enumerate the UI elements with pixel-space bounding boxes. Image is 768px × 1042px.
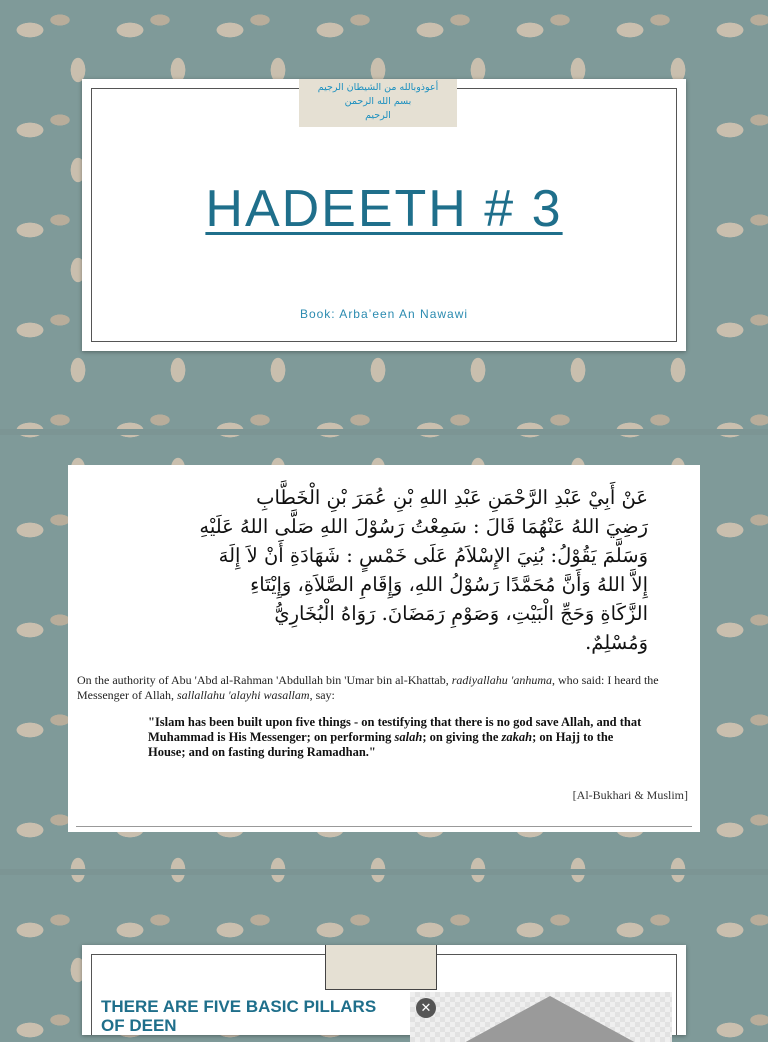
intro-text: , who said: I heard the Messenger of Allah, [77,673,659,702]
book-subtitle: Book: Arba’een An Nawawi [299,307,469,321]
pillars-heading: THERE ARE FIVE BASIC PILLARS OF DEEN [101,997,377,1035]
arabic-line: وَسَلَّمَ يَقُوْلُ: بُنِيَ الإِسْلاَمُ عَلَى خَمْسٍ : شَهَادَةِ أَنْ لاَ إِلَهَ [218,544,648,567]
arabic-line: عَنْ أَبِيْ عَبْدِ الرَّحْمَنِ عَبْدِ اللهِ بْنِ عُمَرَ بْنِ الْخَطَّابِ [256,486,648,509]
quote-text: ; on giving the [422,730,502,744]
arabic-line: الزَّكَاةِ وَحَجِّ الْبَيْتِ، وَصَوْمِ رَمَضَانَ. رَوَاهُ الْبُخَارِيُّ [274,602,648,625]
header-tab [325,945,437,990]
bismillah-line: بسم الله الرحمن [344,96,412,107]
hadith-text-slide [68,465,700,832]
intro-italic: sallallahu 'alayhi wasallam [176,688,310,702]
pyramid-shape [440,996,660,1042]
intro-italic: radiyallahu 'anhuma [451,673,552,687]
arabic-line: رَضِيَ اللهُ عَنْهُمَا قَالَ : سَمِعْتُ رَسُوْلَ اللهِ صَلَّى اللهُ عَلَيْهِ [199,515,648,538]
quote-italic: zakah [501,730,533,744]
slide-bottom-line [76,826,692,827]
slide-divider [0,429,768,435]
title-slide [82,79,686,351]
bismillah-line: الرحيم [365,110,391,121]
intro-text: , say: [309,688,335,702]
quote-text: ; on Hajj to the House; and on fasting during Ramadhan." [148,730,614,759]
arabic-line: وَمُسْلِمٌ. [585,631,648,654]
arabic-line: إِلاَّ اللهُ وَأَنَّ مُحَمَّدًا رَسُوْلُ اللهِ، وَإِقَامِ الصَّلاَةِ، وَإِيْتَاءِ [250,573,648,596]
pillars-slide [82,945,686,1035]
intro-text: On the authority of Abu 'Abd al-Rahman 'Abdullah bin 'Umar bin al-Khattab, [77,673,452,687]
pyramid-image [410,992,672,1042]
quote-italic: salah [394,730,423,744]
slide-title: HADEETH # 3 [205,180,563,238]
english-intro [77,673,677,703]
quote-text: "Islam has been built upon five things - on testifying that there is no god save Allah, and that Muhammad is His Messenger; on performing [148,715,642,744]
bismillah-box [299,79,457,127]
slide-divider [0,869,768,875]
close-icon[interactable]: ✕ [416,998,436,1018]
arabic-text [148,483,648,657]
english-quote [148,715,648,760]
hadith-reference: [Al-Bukhari & Muslim] [572,788,688,802]
bismillah-line: أعوذوبالله من الشيطان الرجيم [317,82,439,93]
